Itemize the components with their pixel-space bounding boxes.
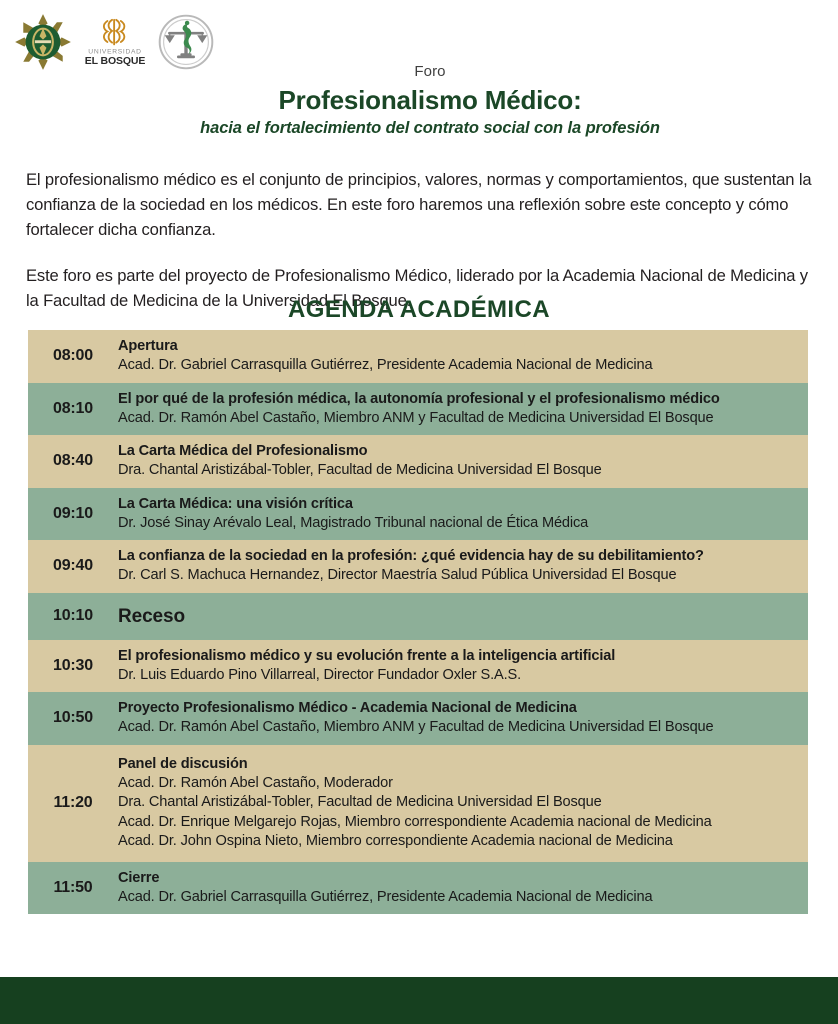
agenda-row-speakers: [118, 566, 798, 586]
agenda-row-speakers: [118, 461, 798, 481]
agenda-row-speakers: [118, 888, 798, 908]
agenda-row-speakers: [118, 774, 798, 852]
agenda-row-title: La confianza de la sociedad en la profesión: ¿qué evidencia hay de su debilitamiento?: [118, 548, 704, 564]
agenda-row-title: La Carta Médica: una visión crítica: [118, 495, 353, 512]
agenda-row-speaker: Acad. Dr. Ramón Abel Castaño, Moderador: [118, 774, 393, 791]
agenda-row: [28, 488, 808, 541]
agenda-row-speakers: [118, 356, 798, 376]
universidad-el-bosque-logo: [80, 15, 150, 69]
agenda-row-speaker: Dr. Carl S. Machuca Hernandez, Director Maestría Salud Pública Universidad El Bosque: [118, 567, 677, 583]
agenda-row-body: [118, 495, 808, 534]
agenda-row-speakers: [118, 666, 798, 686]
agenda-row-speakers: [118, 409, 798, 429]
academia-nacional-medicina-logo: [14, 13, 72, 71]
agenda-row-title: El por qué de la profesión médica, la autonomía profesional y el profesionalismo médico: [118, 390, 720, 407]
agenda-row-speaker: Dr. Luis Eduardo Pino Villarreal, Director Fundador Oxler S.A.S.: [118, 666, 521, 683]
agenda-row-body: [118, 390, 808, 429]
intro-paragraph-2: Este foro es parte del proyecto de Profesionalismo Médico, liderado por la Academia Nacional de Medicina y la Facultad de Medicina de la Universidad El Bosque.: [26, 265, 808, 310]
agenda-row-body: [118, 442, 808, 481]
agenda-row: [28, 330, 808, 383]
agenda-table: [28, 330, 808, 914]
agenda-row-speaker: Acad. Dr. John Ospina Nieto, Miembro correspondiente Academia nacional de Medicina: [118, 833, 673, 849]
agenda-row-speaker: Dra. Chantal Aristizábal-Tobler, Facultad de Medicina Universidad El Bosque: [118, 794, 602, 810]
agenda-row-time: 10:50: [53, 709, 93, 727]
agenda-row-speaker: Acad. Dr. Ramón Abel Castaño, Miembro ANM y Facultad de Medicina Universidad El Bosque: [118, 719, 714, 735]
agenda-row: [28, 862, 808, 915]
agenda-row-speaker: Dr. José Sinay Arévalo Leal, Magistrado Tribunal nacional de Ética Médica: [118, 514, 589, 531]
agenda-row: [28, 745, 808, 862]
agenda-row-time: 10:30: [53, 656, 93, 674]
agenda-row-speakers: [118, 514, 798, 534]
agenda-row-title: Panel de discusión: [118, 755, 248, 772]
agenda-row-title: Apertura: [118, 338, 178, 354]
agenda-row: [28, 540, 808, 593]
agenda-row-speaker: Dra. Chantal Aristizábal-Tobler, Facultad de Medicina Universidad El Bosque: [118, 462, 602, 478]
agenda-row-body: [118, 607, 808, 626]
agenda-row-time: 08:40: [53, 452, 93, 470]
universidad-el-bosque-line2: EL BOSQUE: [84, 55, 146, 68]
agenda-row-title: Receso: [118, 605, 185, 627]
agenda-row: [28, 640, 808, 693]
agenda-row-title: La Carta Médica del Profesionalismo: [118, 443, 368, 459]
agenda-row-time: 10:10: [53, 607, 93, 624]
foro-kicker: Foro: [414, 63, 446, 80]
agenda-row-body: [118, 755, 808, 852]
agenda-row: [28, 593, 808, 640]
page-subtitle: hacia el fortalecimiento del contrato social con la profesión: [200, 119, 660, 137]
agenda-row-title: El profesionalismo médico y su evolución frente a la inteligencia artificial: [118, 647, 616, 664]
agenda-row-title: Cierre: [118, 869, 160, 886]
agenda-row-speaker: Acad. Dr. Gabriel Carrasquilla Gutiérrez, Presidente Academia Nacional de Medicina: [118, 888, 653, 905]
agenda-row-time: 08:00: [53, 347, 93, 365]
agenda-row-title: Proyecto Profesionalismo Médico - Academia Nacional de Medicina: [118, 700, 577, 716]
agenda-row-body: [118, 337, 808, 376]
agenda-row-body: [118, 699, 808, 738]
title-block: [150, 62, 710, 139]
agenda-row-time: 11:50: [53, 878, 93, 896]
intro-paragraph-1: El profesionalismo médico es el conjunto de principios, valores, normas y comportamientos, que sustentan la confianza de la sociedad en los médicos. En este foro haremos una reflexión sobre este concepto y cómo fortalecer dicha confianza.: [26, 169, 812, 239]
agenda-row-time: 11:20: [53, 794, 93, 811]
agenda-row-body: [118, 869, 808, 908]
agenda-row: [28, 383, 808, 436]
agenda-row: [28, 435, 808, 488]
agenda-row-body: [118, 647, 808, 686]
agenda-heading: AGENDA ACADÉMICA: [288, 296, 550, 323]
agenda-row-speakers: [118, 718, 798, 738]
agenda-row-time: 09:10: [53, 504, 93, 522]
agenda-row-body: [118, 547, 808, 586]
agenda-row-time: 09:40: [53, 557, 93, 575]
agenda-row-time: 08:10: [53, 399, 93, 417]
page-title: Profesionalismo Médico:: [278, 85, 582, 115]
agenda-row-speaker: Acad. Dr. Enrique Melgarejo Rojas, Miembro correspondiente Academia nacional de Medicina: [118, 813, 712, 830]
agenda-row-speaker: Acad. Dr. Gabriel Carrasquilla Gutiérrez, Presidente Academia Nacional de Medicina: [118, 357, 653, 373]
agenda-row-speaker: Acad. Dr. Ramón Abel Castaño, Miembro ANM y Facultad de Medicina Universidad El Bosque: [118, 409, 714, 426]
agenda-row: [28, 692, 808, 745]
universidad-el-bosque-line1: UNIVERSIDAD: [88, 48, 142, 56]
footer-bar: [0, 977, 838, 1024]
